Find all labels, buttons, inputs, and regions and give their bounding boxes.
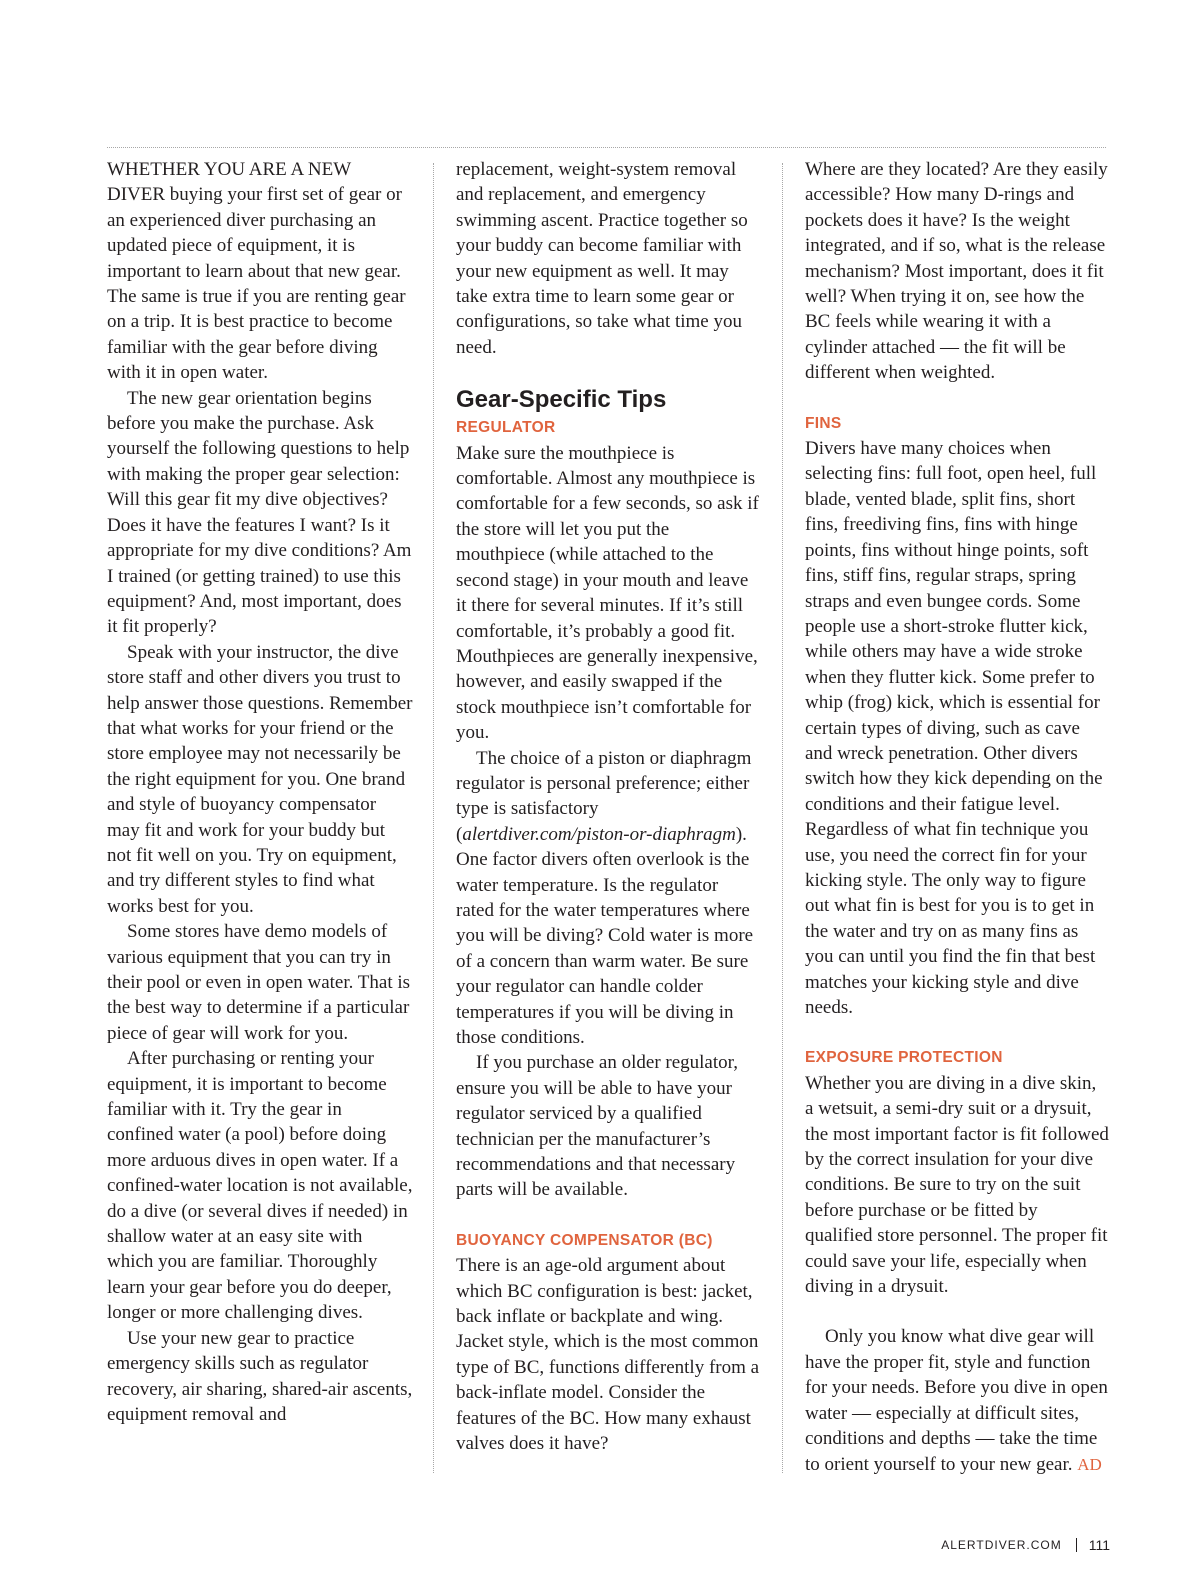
subheading-fins: FINS: [805, 414, 842, 432]
body-paragraph: Whether you are diving in a dive skin, a wetsuit, a semi-dry suit or a drysuit, the most important factor is fit followed by the correct insulation for your dive conditions. Be sure to try on the suit before purchase or be fitted by qualified store personnel. The proper fit could save your life, especially when diving in a drysuit.: [805, 1072, 1109, 1298]
article-column-1: [107, 157, 413, 1427]
paragraph-text: Only you know what dive gear will have the proper fit, style and function for your needs. Before you dive in open water — especially at difficult sites, conditions and depths — take the time to orient yourself to your new gear.: [805, 1326, 1108, 1475]
body-paragraph: After purchasing or renting your equipment, it is important to become familiar with it. Try the gear in confined water (a pool) before doing more arduous dives in open water. If a confined-water location is not available, do a dive (or several dives if needed) in shallow water at an easy site with which you are familiar. Thoroughly learn your gear before you do deeper, longer or more challenging dives.: [107, 1048, 413, 1324]
column-divider-1: [433, 163, 434, 1473]
article-column-2: [456, 157, 760, 1457]
intro-paragraph-rest: DIVER buying your first set of gear or an experienced diver purchasing an updated piece of equipment, it is important to learn about that new gear. The same is true if you are renting gear on a trip. It is best practice to become familiar with the gear before diving with it in open water.: [107, 184, 406, 384]
body-paragraph: [456, 746, 760, 1051]
body-paragraph: Make sure the mouthpiece is comfortable. Almost any mouthpiece is comfortable for a few seconds, so ask if the store will let you put the mouthpiece (while attached to the second stage) in your mouth and leave it there for several minutes. If it’s still comfortable, it’s probably a good fit. Mouthpieces are generally inexpensive, however, and easily swapped if the stock mouthpiece isn’t comfortable for you.: [456, 442, 759, 744]
body-paragraph: Where are they located? Are they easily accessible? How many D-rings and pockets does it have? Is the weight integrated, and if so, what is the release mechanism? Most important, does it fit well? When trying it on, see how the BC feels while wearing it with a cylinder attached — the fit will be different when weighted.: [805, 159, 1108, 384]
body-paragraph: Some stores have demo models of various equipment that you can try in their pool or even in open water. That is the best way to determine if a particular piece of gear will work for you.: [107, 921, 411, 1044]
page-footer: [941, 1537, 1110, 1553]
body-paragraph: The new gear orientation begins before you make the purchase. Ask yourself the following questions to help with making the proper gear selection: Will this gear fit my dive objectives? Does it have the features I want? Is it appropriate for my dive conditions? Am I trained (or getting trained) to use this equipment? And, most important, does it fit properly?: [107, 387, 412, 638]
subheading-exposure: EXPOSURE PROTECTION: [805, 1049, 1003, 1067]
body-paragraph: There is an age-old argument about which BC configuration is best: jacket, back inflate or backplate and wing. Jacket style, which is the most common type of BC, functions differently from a back-inflate model. Consider the features of the BC. How many exhaust valves does it have?: [456, 1255, 760, 1455]
subheading-regulator: REGULATOR: [456, 419, 556, 437]
body-paragraph: Speak with your instructor, the dive store staff and other divers you trust to help answer those questions. Remember that what works for your friend or the store employee may not necessarily be the right equipment for you. One brand and style of buoyancy compensator may fit and work for your buddy but not fit well on you. Try on equipment, and try different styles to find what works best for you.: [107, 641, 413, 917]
section-title: Gear-Specific Tips: [456, 386, 667, 414]
top-rule: [107, 147, 1106, 148]
lead-in-caps: WHETHER YOU ARE A NEW: [107, 159, 352, 180]
inline-url-link[interactable]: alertdiver.com/piston-or-diaphragm: [462, 823, 736, 845]
body-paragraph: replacement, weight-system removal and replacement, and emergency swimming ascent. Practice together so your buddy can become familiar with your new equipment as well. It may take extra time to learn some gear or configurations, so take what time you need.: [456, 159, 748, 358]
subheading-bc: BUOYANCY COMPENSATOR (BC): [456, 1231, 713, 1249]
paragraph-text: The choice of a piston or diaphragm regulator is personal preference; either type is satisfactory (: [456, 747, 752, 845]
intro-paragraph: [107, 157, 413, 386]
page-number: 111: [1088, 1537, 1110, 1553]
body-paragraph: If you purchase an older regulator, ensure you will be able to have your regulator serviced by a qualified technician per the manufacturer’s recommendations and that necessary parts will be available.: [456, 1052, 738, 1201]
article-column-3: [805, 157, 1109, 1477]
closing-paragraph: [805, 1324, 1109, 1476]
end-mark: AD: [1077, 1454, 1102, 1474]
site-name: ALERTDIVER.COM: [941, 1538, 1062, 1552]
column-divider-2: [782, 163, 783, 1473]
body-paragraph: Divers have many choices when selecting fins: full foot, open heel, full blade, vented blade, split fins, short fins, freediving fins, fins with hinge points, fins without hinge points, soft fins, stiff fins, regular straps, spring straps and even bungee cords. Some people use a short-stroke flutter kick, while others may have a wide stroke when they flutter kick. Some prefer to whip (frog) kick, which is essential for certain types of diving, such as cave and wreck penetration. Other divers switch how they kick depending on the conditions and their fatigue level. Regardless of what fin technique you use, you need the correct fin for your kicking style. The only way to figure out what fin is best for you is to get in the water and try on as many fins as you can until you find the fin that best matches your kicking style and dive needs.: [805, 438, 1103, 1018]
body-paragraph: Use your new gear to practice emergency skills such as regulator recovery, air sharing, shared-air ascents, equipment removal and: [107, 1327, 413, 1425]
folio-separator: [1076, 1538, 1077, 1552]
paragraph-text: ). One factor divers often overlook is the water temperature. Is the regulator rated for the water temperatures where you will be diving? Cold water is more of a concern than warm water. Be sure your regulator can handle colder temperatures if you will be diving in those conditions.: [456, 823, 754, 1048]
